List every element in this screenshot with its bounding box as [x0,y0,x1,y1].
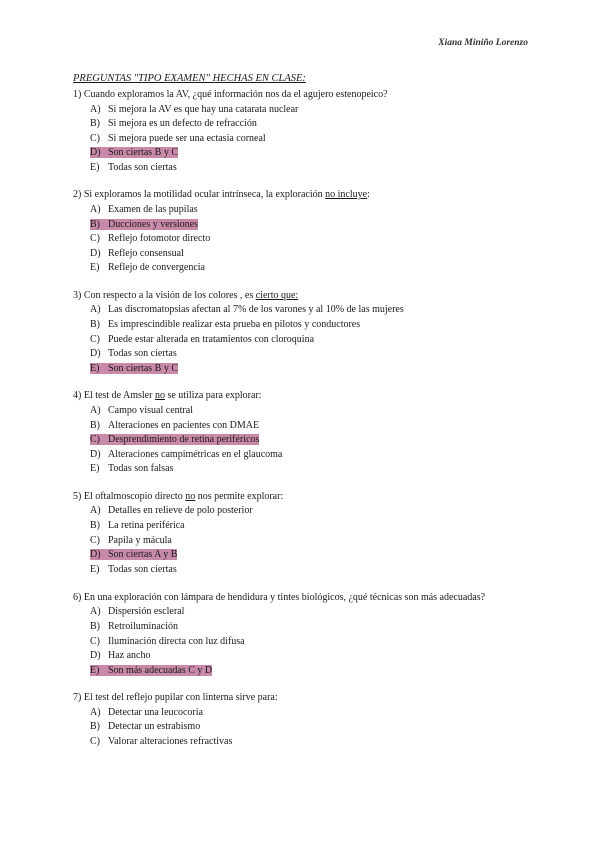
option-text: Campo visual central [108,404,193,416]
option-letter: E) [90,664,100,676]
option-text: Todas son ciertas [108,161,177,173]
option-b [73,519,529,534]
question-prefix: 4) El test de Amsler [73,390,155,402]
option-b [73,218,529,233]
option-text: Reflejo fotomotor directo [108,233,211,245]
option-letter: A) [90,103,101,115]
option-letter: E) [90,161,100,173]
option-a [73,203,529,218]
option-b [73,318,529,333]
option-letter: A) [90,606,101,618]
option-letter: A) [90,203,101,215]
option-text: Si mejora es un defecto de refracción [108,118,257,130]
question-3 [73,289,529,376]
option-text: Puede estar alterada en tratamientos con cloroquina [108,333,315,345]
option-text: Son ciertas A y B [108,549,178,561]
option-text: Todas son ciertas [108,348,177,360]
option-e [73,664,529,679]
option-a [73,103,529,118]
option-d [73,247,529,262]
option-c [73,735,529,750]
option-text: Alteraciones campimétricas en el glaucoma [108,448,283,460]
option-letter: B) [90,419,100,431]
option-text: Es imprescindible realizar esta prueba en pilotos y conductores [108,319,361,331]
option-text: Reflejo consensual [108,247,184,259]
option-letter: A) [90,304,101,316]
option-letter: B) [90,118,100,130]
page-title: PREGUNTAS "TIPO EXAMEN" HECHAS EN CLASE: [73,73,306,84]
option-d [73,347,529,362]
question-suffix: nos permite explorar: [195,490,284,502]
option-letter: E) [90,262,100,274]
option-text: Las discromatopsias afectan al 7% de los varones y al 10% de las mujeres [108,304,404,316]
option-d [73,146,529,161]
option-letter: B) [90,721,100,733]
question-prefix: 1) Cuando exploramos la AV, ¿qué información nos da el agujero estenopeico? [73,89,388,100]
answer-options [73,706,529,750]
option-letter: D) [90,650,101,662]
option-text: Papila y mácula [108,534,172,546]
option-e [73,462,529,477]
question-text [73,691,529,706]
option-letter: C) [90,534,100,546]
option-a [73,504,529,519]
answer-options [73,303,529,376]
option-b [73,419,529,434]
option-letter: C) [90,434,100,446]
option-letter: B) [90,218,100,230]
option-text: Si mejora puede ser una ectasia corneal [108,132,266,144]
option-text: Si mejora la AV es que hay una catarata nuclear [108,103,299,115]
option-b [73,620,529,635]
option-text: Son ciertas B y C [108,362,178,374]
option-text: Todas son falsas [108,463,174,475]
question-underlined: no [185,490,196,502]
question-6 [73,590,529,678]
option-a [73,303,529,318]
question-text [73,88,529,103]
option-letter: B) [90,620,100,632]
question-suffix: se utiliza para explorar: [164,390,262,402]
option-letter: C) [90,132,100,144]
option-c [73,333,529,348]
question-suffix: : [367,189,370,201]
option-text: La retina periférica [108,519,185,531]
question-text [73,289,529,304]
option-text: Son ciertas B y C [108,147,178,159]
option-text: Haz ancho [108,650,151,662]
option-b [73,117,529,132]
question-2 [73,188,529,275]
option-c [73,232,529,247]
question-4 [73,389,529,476]
answer-options [73,504,529,577]
option-letter: A) [90,505,101,517]
option-a [73,605,529,620]
option-letter: E) [90,463,100,475]
option-letter: B) [90,319,100,331]
option-letter: E) [90,362,100,374]
option-text: Alteraciones en pacientes con DMAE [108,419,260,431]
option-letter: B) [90,519,100,531]
option-a [73,706,529,721]
option-letter: C) [90,333,100,345]
question-text [73,188,529,203]
option-text: Desprendimiento de retina periféricos [108,434,260,446]
question-5 [73,490,529,577]
option-c [73,132,529,147]
option-letter: D) [90,348,101,360]
question-text [73,590,529,605]
option-text: Detalles en relieve de polo posterior [108,505,253,517]
option-text: Detectar una leucocoria [108,706,203,718]
question-prefix: 3) Con respecto a la visión de los colores , es [73,289,256,301]
question-prefix: 7) El test del reflejo pupilar con linterna sirve para: [73,692,278,704]
option-letter: A) [90,404,101,416]
option-c [73,534,529,549]
question-prefix: 2) Si exploramos la motilidad ocular intrínseca, la exploración [73,189,326,201]
option-text: Todas son ciertas [108,563,177,575]
question-prefix: 5) El oftalmoscopio directo [73,490,186,502]
option-e [73,362,529,377]
answer-options [73,605,529,678]
option-a [73,404,529,419]
option-d [73,649,529,664]
option-text: Reflejo de convergencia [108,262,205,274]
option-text: Retroiluminación [108,620,178,632]
question-prefix: 6) En una exploración con lámpara de hendidura y tintes biológicos, ¿qué técnicas son más adecuadas? [73,592,486,604]
option-text: Ducciones y versiones [108,218,198,230]
question-text [73,490,529,505]
option-text: Iluminación directa con luz difusa [108,635,245,647]
answer-options [73,103,529,176]
option-e [73,261,529,276]
option-text: Dispersión escleral [108,606,185,618]
option-text: Son más adecuadas C y D [108,664,213,676]
option-e [73,161,529,176]
option-letter: D) [90,247,101,259]
option-e [73,563,529,578]
option-c [73,635,529,650]
question-underlined: no [154,390,165,402]
option-text: Detectar un estrabismo [108,721,201,733]
option-letter: D) [90,549,101,561]
option-text: Examen de las pupilas [108,203,198,215]
option-letter: A) [90,706,101,718]
answer-options [73,404,529,477]
question-1 [73,88,529,175]
option-d [73,548,529,563]
option-c [73,433,529,448]
question-text [73,389,529,404]
option-letter: C) [90,635,100,647]
option-letter: D) [90,448,101,460]
question-underlined: no incluye [325,189,368,201]
option-text: Valorar alteraciones refractivas [108,736,233,747]
question-underlined: cierto que: [255,289,299,301]
option-letter: D) [90,147,101,159]
option-d [73,448,529,463]
content [73,72,529,763]
answer-options [73,203,529,276]
option-b [73,720,529,735]
option-letter: C) [90,736,100,747]
author-name: Xiana Miniño Lorenzo [438,38,528,48]
question-7 [73,691,529,749]
option-letter: E) [90,563,100,575]
option-letter: C) [90,233,100,245]
